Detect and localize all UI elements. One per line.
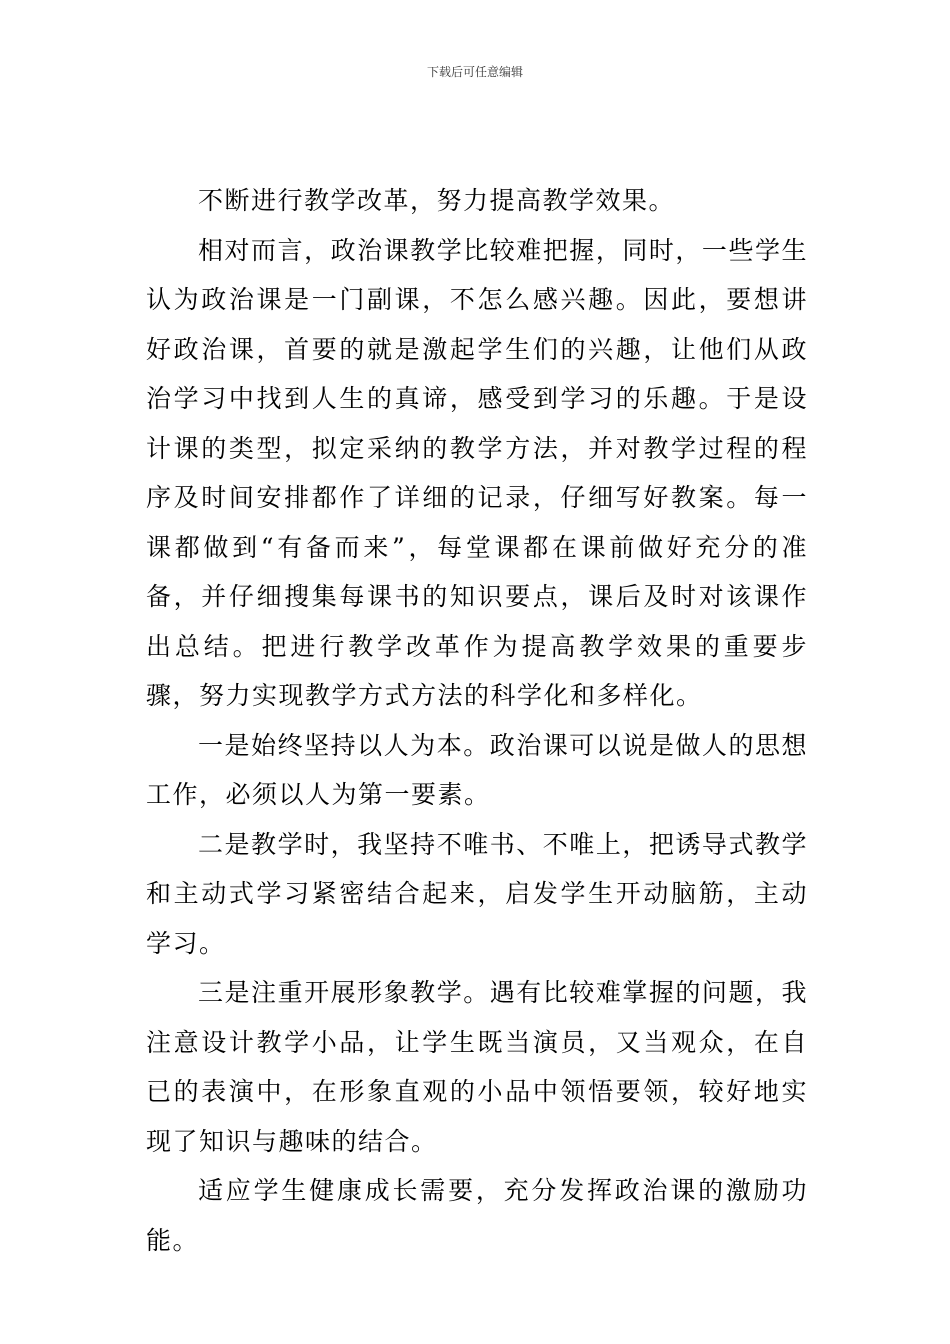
page-header: 下载后可任意编辑	[426, 65, 523, 79]
document-body	[146, 176, 808, 1265]
paragraph-6: 适应学生健康成长需要，充分发挥政治课的激励功能。	[146, 1176, 808, 1255]
paragraph-2: 相对而言，政治课教学比较难把握，同时，一些学生认为政治课是一门副课，不怎么感兴趣。因此，要想讲好政治课，首要的就是激起学生们的兴趣，让他们从政治学习中找到人生的真谛，感受到学习的乐趣。于是设计课的类型，拟定采纳的教学方法，并对教学过程的程序及时间安排都作了详细的记录，仔细写好教案。每一课都做到“有备而来”，每堂课都在课前做好充分的准备，并仔细搜集每课书的知识要点，课后及时对该课作出总结。把进行教学改革作为提高教学效果的重要步骤，努力实现教学方式方法的科学化和多样化。	[146, 235, 808, 710]
paragraph-5: 三是注重开展形象教学。遇有比较难掌握的问题，我注意设计教学小品，让学生既当演员，又当观众，在自已的表演中，在形象直观的小品中领悟要领，较好地实现了知识与趣味的结合。	[146, 978, 808, 1156]
paragraph-3: 一是始终坚持以人为本。政治课可以说是做人的思想工作，必须以人为第一要素。	[146, 730, 808, 809]
paragraph-4: 二是教学时，我坚持不唯书、不唯上，把诱导式教学和主动式学习紧密结合起来，启发学生开动脑筋，主动学习。	[146, 829, 808, 958]
paragraph-1: 不断进行教学改革，努力提高教学效果。	[198, 186, 676, 215]
